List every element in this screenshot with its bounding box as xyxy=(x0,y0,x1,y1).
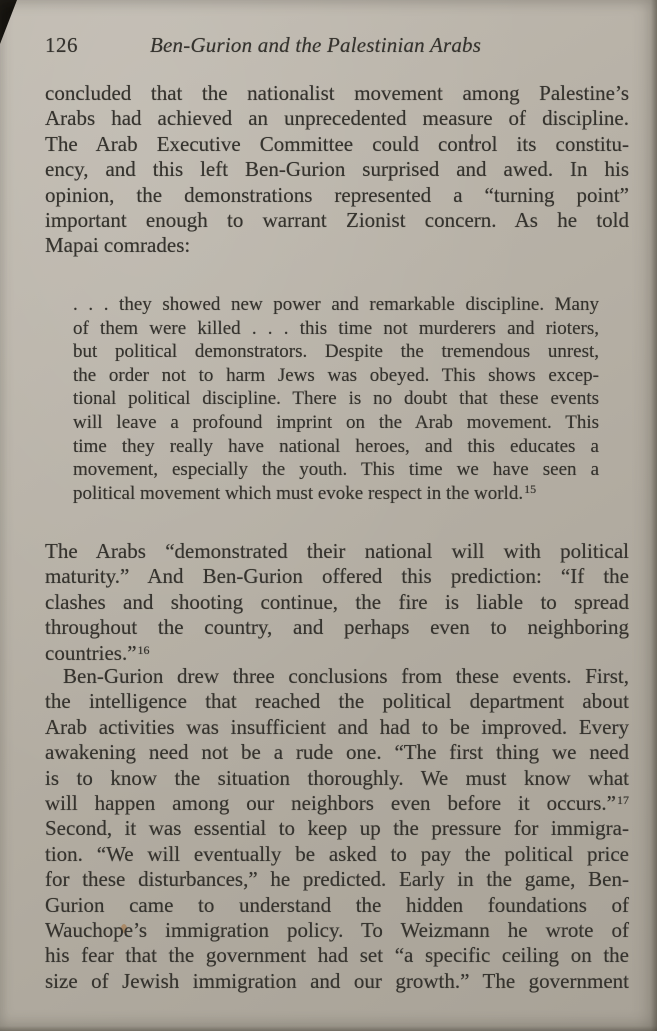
text-line: Arabs had achieved an unprecedented measure of discipline. xyxy=(45,106,629,131)
page-edge-shadow-right xyxy=(651,0,657,1031)
text-line: clashes and shooting continue, the fire is liable to spread xyxy=(45,589,629,614)
text-line: opinion, the demonstrations represented a “turning point” xyxy=(45,182,629,207)
footnote-ref: 17 xyxy=(617,793,629,808)
text-line: Gurion came to understand the hidden foundations of xyxy=(45,892,629,917)
text-line: for these disturbances,” he predicted. Early in the game, Ben- xyxy=(45,867,629,892)
text-line: The Arab Executive Committee could control its constitu- xyxy=(45,131,629,156)
page-header xyxy=(45,33,627,57)
blockquote xyxy=(73,293,599,505)
footnote-ref: 16 xyxy=(137,642,150,657)
paragraph xyxy=(45,664,629,994)
page-number: 126 xyxy=(45,33,78,57)
text-line: size of Jewish immigration and our growth.” The government xyxy=(45,968,629,993)
text-line: the order not to harm Jews was obeyed. This shows excep- xyxy=(73,364,599,386)
text-line: Ben-Gurion drew three conclusions from these events. First, xyxy=(63,664,629,688)
text-line: Mapai comrades: xyxy=(45,233,191,258)
text-line: . . . they showed new power and remarkable discipline. Many xyxy=(73,294,599,315)
text-line: throughout the country, and perhaps even to neighboring xyxy=(45,615,629,640)
text-line: maturity.” And Ben-Gurion offered this prediction: “If the xyxy=(45,564,629,589)
text-line: Second, it was essential to keep up the pressure for immigra- xyxy=(45,816,629,841)
paragraph xyxy=(45,81,629,259)
text-line: will happen among our neighbors even before it occurs.”$^{17}$ xyxy=(45,791,629,816)
text-line: countries.”$^{16}$ xyxy=(45,640,150,665)
page-edge-shadow-bottom xyxy=(0,1026,657,1031)
text-line: tion. “We will eventually be asked to pay the political price xyxy=(45,841,629,866)
text-line: movement, especially the youth. This time we have seen a xyxy=(73,459,599,481)
text-line: The Arabs “demonstrated their national will with political xyxy=(45,539,629,563)
text-line: the intelligence that reached the political department about xyxy=(45,689,629,714)
text-line: awakening need not be a rude one. “The first thing we need xyxy=(45,740,629,765)
text-line: but political demonstrators. Despite the tremendous unrest, xyxy=(73,341,599,363)
text-line: tional political discipline. There is no doubt that these events xyxy=(73,388,599,410)
scan-corner-mark xyxy=(0,0,17,44)
text-line: ency, and this left Ben-Gurion surprised and awed. In his xyxy=(45,157,629,182)
text-line: his fear that the government had set “a specific ceiling on the xyxy=(45,943,629,968)
text-line: political movement which must evoke respect in the world.$^{15}$ xyxy=(73,481,537,504)
running-title: Ben-Gurion and the Palestinian Arabs xyxy=(150,33,482,57)
text-line: time they really have national heroes, and this educates a xyxy=(73,435,599,457)
text-line: concluded that the nationalist movement among Palestine’s xyxy=(45,81,629,105)
text-line: is to know the situation thoroughly. We must know what xyxy=(45,765,629,790)
text-line: Wauchope’s immigration policy. To Weizmann he wrote of xyxy=(45,918,629,943)
text-line: Arab activities was insufficient and had to be improved. Every xyxy=(45,714,629,739)
text-line: important enough to warrant Zionist concern. As he told xyxy=(45,208,629,233)
text-line: will leave a profound imprint on the Arab movement. This xyxy=(73,411,599,433)
footnote-ref: 15 xyxy=(524,481,537,496)
paragraph xyxy=(45,539,629,666)
text-line: of them were killed . . . this time not murderers and rioters, xyxy=(73,317,599,339)
